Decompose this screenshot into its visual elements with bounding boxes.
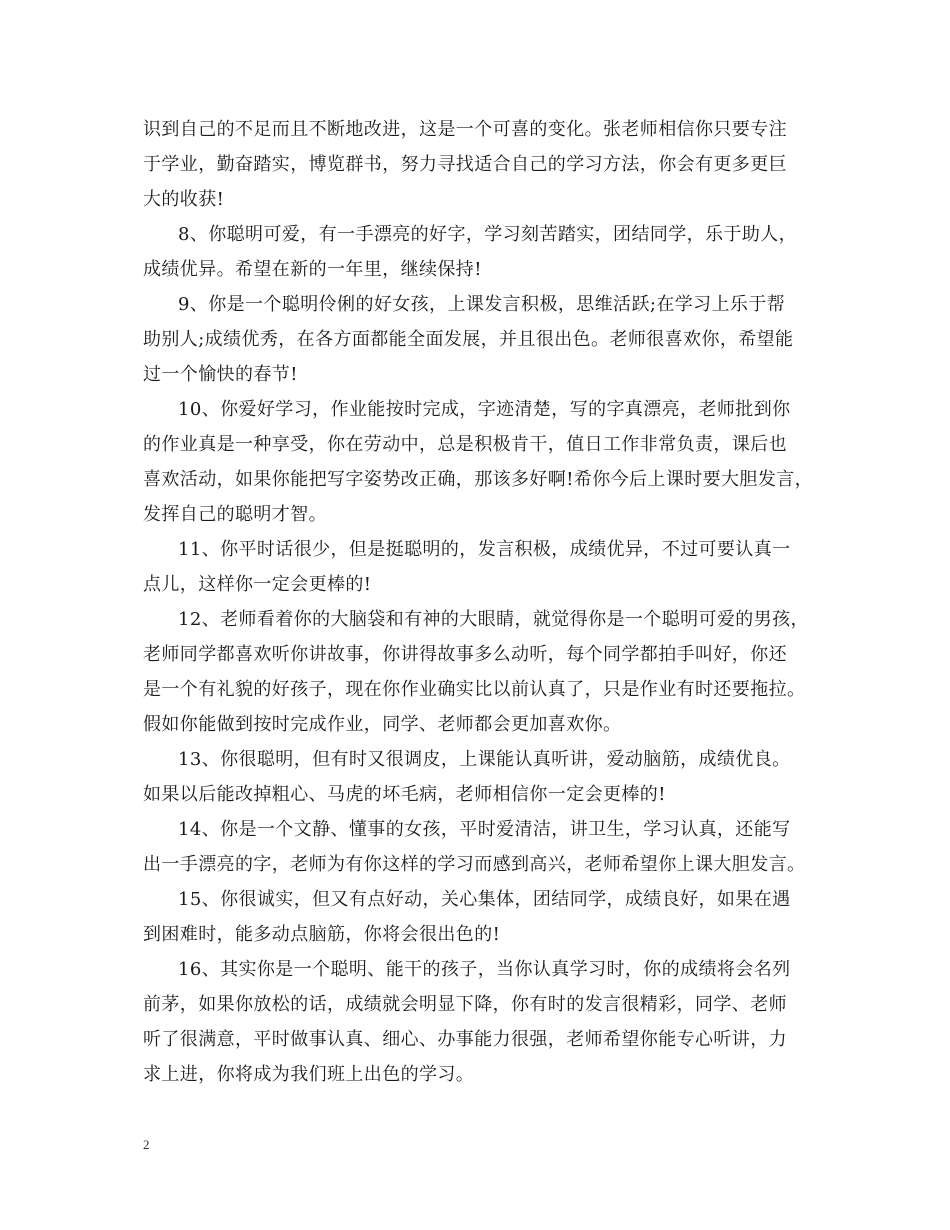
paragraph-12-start: 12、老师看着你的大脑袋和有神的大眼睛，就觉得你是一个聪明可爱的男孩， xyxy=(178,609,809,630)
paragraph-15-start: 15、你很诚实，但又有点好动，关心集体，团结同学，成绩良好，如果在遇 xyxy=(178,889,791,910)
text-line: 假如你能做到按时完成作业，同学、老师都会更加喜欢你。 xyxy=(143,714,622,735)
page-number: 2 xyxy=(143,1137,150,1152)
text-line: 老师同学都喜欢听你讲故事，你讲得故事多么动听，每个同学都拍手叫好，你还 xyxy=(143,644,787,665)
text-line: 发挥自己的聪明才智。 xyxy=(143,504,327,525)
text-line: 是一个有礼貌的好孩子，现在你作业确实比以前认真了，只是作业有时还要拖拉。 xyxy=(143,679,806,700)
paragraph-9-start: 9、你是一个聪明伶俐的好女孩，上课发言积极，思维活跃;在学习上乐于帮 xyxy=(178,294,786,315)
text-line: 如果以后能改掉粗心、马虎的坏毛病，老师相信你一定会更棒的! xyxy=(143,784,666,805)
paragraph-16-start: 16、其实你是一个聪明、能干的孩子，当你认真学习时，你的成绩将会名列 xyxy=(178,959,791,980)
text-line: 喜欢活动，如果你能把写字姿势改正确，那该多好啊!希你今后上课时要大胆发言， xyxy=(143,469,814,490)
text-line: 成绩优异。希望在新的一年里，继续保持! xyxy=(143,259,482,280)
text-line: 点儿，这样你一定会更棒的! xyxy=(143,574,372,595)
text-line: 大的收获! xyxy=(143,189,225,210)
text-line: 出一手漂亮的字，老师为有你这样的学习而感到高兴，老师希望你上课大胆发言。 xyxy=(143,854,806,875)
text-line: 到困难时，能多动点脑筋，你将会很出色的! xyxy=(143,924,501,945)
text-line: 听了很满意，平时做事认真、细心、办事能力很强，老师希望你能专心听讲，力 xyxy=(143,1029,787,1050)
paragraph-11-start: 11、你平时话很少，但是挺聪明的，发言积极，成绩优异，不过可要认真一 xyxy=(178,539,791,560)
text-line: 前茅，如果你放松的话，成绩就会明显下降，你有时的发言很精彩，同学、老师 xyxy=(143,994,787,1015)
text-line: 求上进，你将成为我们班上出色的学习。 xyxy=(143,1064,475,1085)
paragraph-8-start: 8、你聪明可爱，有一手漂亮的好字，学习刻苦踏实，团结同学，乐于助人， xyxy=(178,224,798,245)
text-line: 助别人;成绩优秀，在各方面都能全面发展，并且很出色。老师很喜欢你，希望能 xyxy=(143,329,794,350)
paragraph-10-start: 10、你爱好学习，作业能按时完成，字迹清楚，写的字真漂亮，老师批到你 xyxy=(178,399,791,420)
text-line: 于学业，勤奋踏实，博览群书，努力寻找适合自己的学习方法，你会有更多更巨 xyxy=(143,154,787,175)
paragraph-13-start: 13、你很聪明，但有时又很调皮，上课能认真听讲，爱动脑筋，成绩优良。 xyxy=(178,749,791,770)
text-line: 过一个愉快的春节! xyxy=(143,364,298,385)
paragraph-14-start: 14、你是一个文静、懂事的女孩，平时爱清洁，讲卫生，学习认真，还能写 xyxy=(178,819,791,840)
text-line: 的作业真是一种享受，你在劳动中，总是积极肯干，值日工作非常负责，课后也 xyxy=(143,434,787,455)
text-line: 识到自己的不足而且不断地改进，这是一个可喜的变化。张老师相信你只要专注 xyxy=(143,119,787,140)
